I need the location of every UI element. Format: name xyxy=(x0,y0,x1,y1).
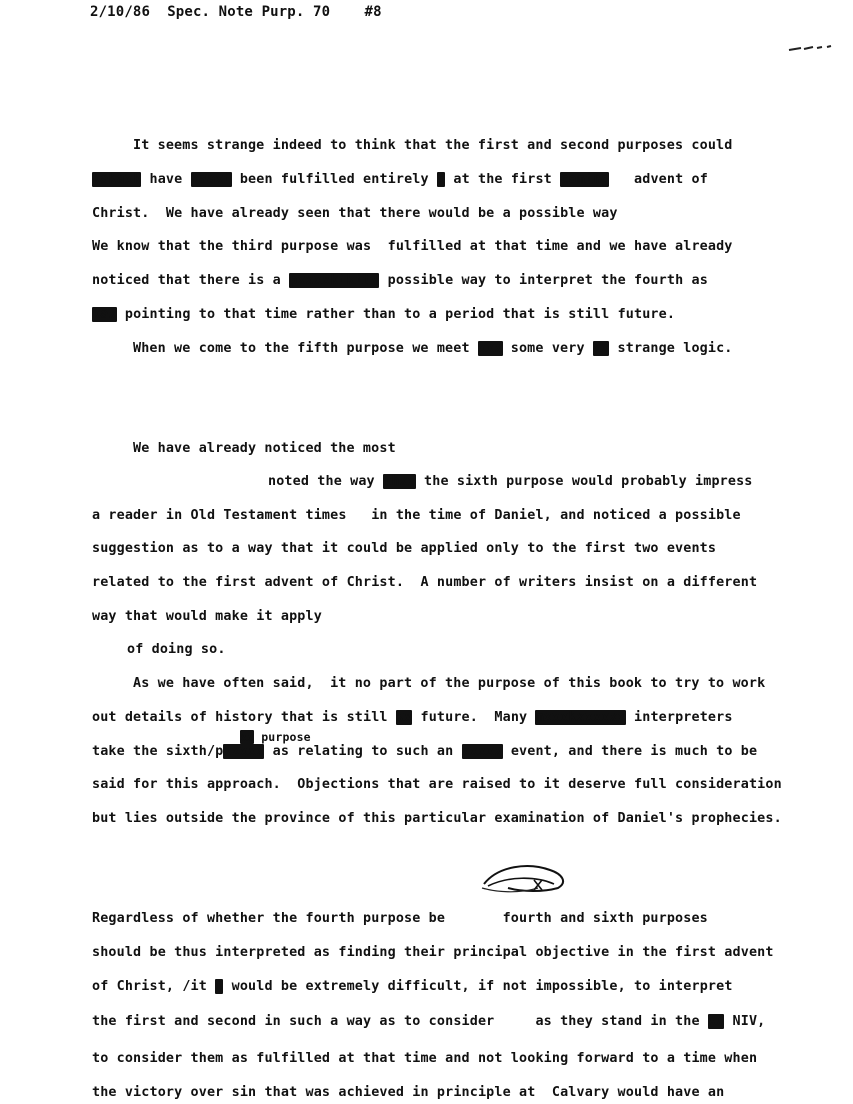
text-segment: interpreters xyxy=(625,710,733,725)
text-segment: have xyxy=(141,172,191,187)
struck-out-text: x xyxy=(436,172,446,187)
text-line xyxy=(92,777,782,793)
struck-out-text: kx xyxy=(395,710,413,725)
text-line xyxy=(92,945,774,961)
text-segment: take the sixth/p xyxy=(92,744,224,759)
struck-out-text: coming xyxy=(560,172,610,187)
text-segment: would be extremely difficult, if not impossible, to interpret xyxy=(223,979,733,994)
text-segment: the victory over sin that was achieved in principle at Calvary would have an xyxy=(92,1085,725,1100)
struck-out-text: xx xyxy=(592,341,610,356)
text-line xyxy=(92,1051,757,1067)
text-segment: out details of history that is still xyxy=(92,710,396,725)
text-segment: advent of xyxy=(609,172,708,187)
text-segment: of Christ, /it xyxy=(92,979,216,994)
text-segment: purpose xyxy=(254,730,311,744)
text-segment: of doing so. xyxy=(127,642,226,657)
text-segment: related to the first advent of Christ. A number of writers insist on a different xyxy=(92,575,758,590)
text-line xyxy=(92,172,708,188)
text-segment: noticed that there is a xyxy=(92,273,290,288)
text-line xyxy=(133,676,765,692)
text-segment: We have already noticed the most xyxy=(133,441,396,456)
text-line xyxy=(92,811,782,827)
text-line xyxy=(240,729,311,745)
struck-out-text: kaaxi xyxy=(190,172,232,187)
text-segment: said for this approach. Objections that are raised to it deserve full consideration xyxy=(92,777,782,792)
text-line xyxy=(92,575,757,591)
struck-out-text: kakaxk xyxy=(92,172,142,187)
text-segment: future. Many xyxy=(412,710,536,725)
text-segment: some very xyxy=(502,341,593,356)
text-segment: event, and there is much to be xyxy=(502,744,758,759)
text-line xyxy=(127,642,226,658)
text-segment: suggestion as to a way that it could be applied only to the first two events xyxy=(92,541,717,556)
text-line xyxy=(92,911,708,927)
text-segment: way that would make it apply xyxy=(92,609,322,624)
text-segment: the sixth purpose would probably impress xyxy=(415,474,753,489)
text-segment: possible way to interpret the fourth as xyxy=(379,273,708,288)
struck-out-text: xxxxx xyxy=(223,744,265,759)
text-segment: Christ. We have already seen that there would be a possible way xyxy=(92,206,618,221)
text-line xyxy=(133,341,733,357)
text-line xyxy=(92,710,733,726)
struck-out-text: pxxxxkikity xyxy=(289,273,380,288)
text-segment: Regardless of whether the fourth purpose be fourth and sixth purposes xyxy=(92,911,708,926)
text-segment: strange logic. xyxy=(609,341,733,356)
text-line xyxy=(92,609,322,625)
text-line xyxy=(133,138,732,154)
text-segment: but lies outside the province of this particular examination of Daniel's prophecies. xyxy=(92,811,782,826)
struck-out-text: xxxxx xyxy=(461,744,503,759)
text-line xyxy=(92,744,757,760)
text-segment: When we come to the fifth purpose we meet xyxy=(133,341,478,356)
text-segment: a reader in Old Testament times in the time of Daniel, and noticed a possible xyxy=(92,508,741,523)
page-header: 2/10/86 Spec. Note Purp. 70 #8 xyxy=(90,4,382,20)
text-line xyxy=(92,239,733,255)
text-segment: to consider them as fulfilled at that time and not looking forward to a time when xyxy=(92,1051,758,1066)
handwritten-scribble xyxy=(478,862,573,898)
corner-ink-mark xyxy=(786,42,836,56)
struck-out-text: mxxxkxxxxxx xyxy=(535,710,626,725)
text-segment: As we have often said, it no part of the purpose of this book to try to work xyxy=(133,676,766,691)
struck-out-text: xxx xyxy=(477,341,503,356)
text-segment: at the first xyxy=(445,172,561,187)
text-line xyxy=(92,206,618,222)
text-line xyxy=(92,1085,724,1101)
text-line xyxy=(92,1014,765,1030)
text-segment: We know that the third purpose was fulfilled at that time and we have already xyxy=(92,239,733,254)
text-segment: the first and second in such a way as to consider as they stand in the xyxy=(92,1014,708,1029)
text-line xyxy=(92,307,675,323)
text-segment: NIV, xyxy=(724,1014,766,1029)
text-line xyxy=(92,508,741,524)
text-segment: It seems strange indeed to think that the first and second purposes could xyxy=(133,138,733,153)
struck-out-text: thxx xyxy=(382,474,416,489)
text-segment: should be thus interpreted as finding their principal objective in the first advent xyxy=(92,945,774,960)
text-line xyxy=(268,474,753,490)
text-segment: pointing to that time rather than to a period that is still future. xyxy=(116,307,676,322)
struck-out-text: kax xyxy=(92,307,117,322)
text-line xyxy=(92,273,708,289)
text-line xyxy=(133,441,396,457)
text-line xyxy=(92,979,733,995)
struck-out-text: XX xyxy=(707,1014,725,1029)
text-segment: as relating to such an xyxy=(264,744,462,759)
struck-out-text: xx xyxy=(240,730,255,744)
text-segment: been fulfilled entirely xyxy=(231,172,437,187)
text-segment: noted the way xyxy=(268,474,383,489)
text-line xyxy=(92,541,716,557)
struck-out-text: x xyxy=(215,979,224,994)
